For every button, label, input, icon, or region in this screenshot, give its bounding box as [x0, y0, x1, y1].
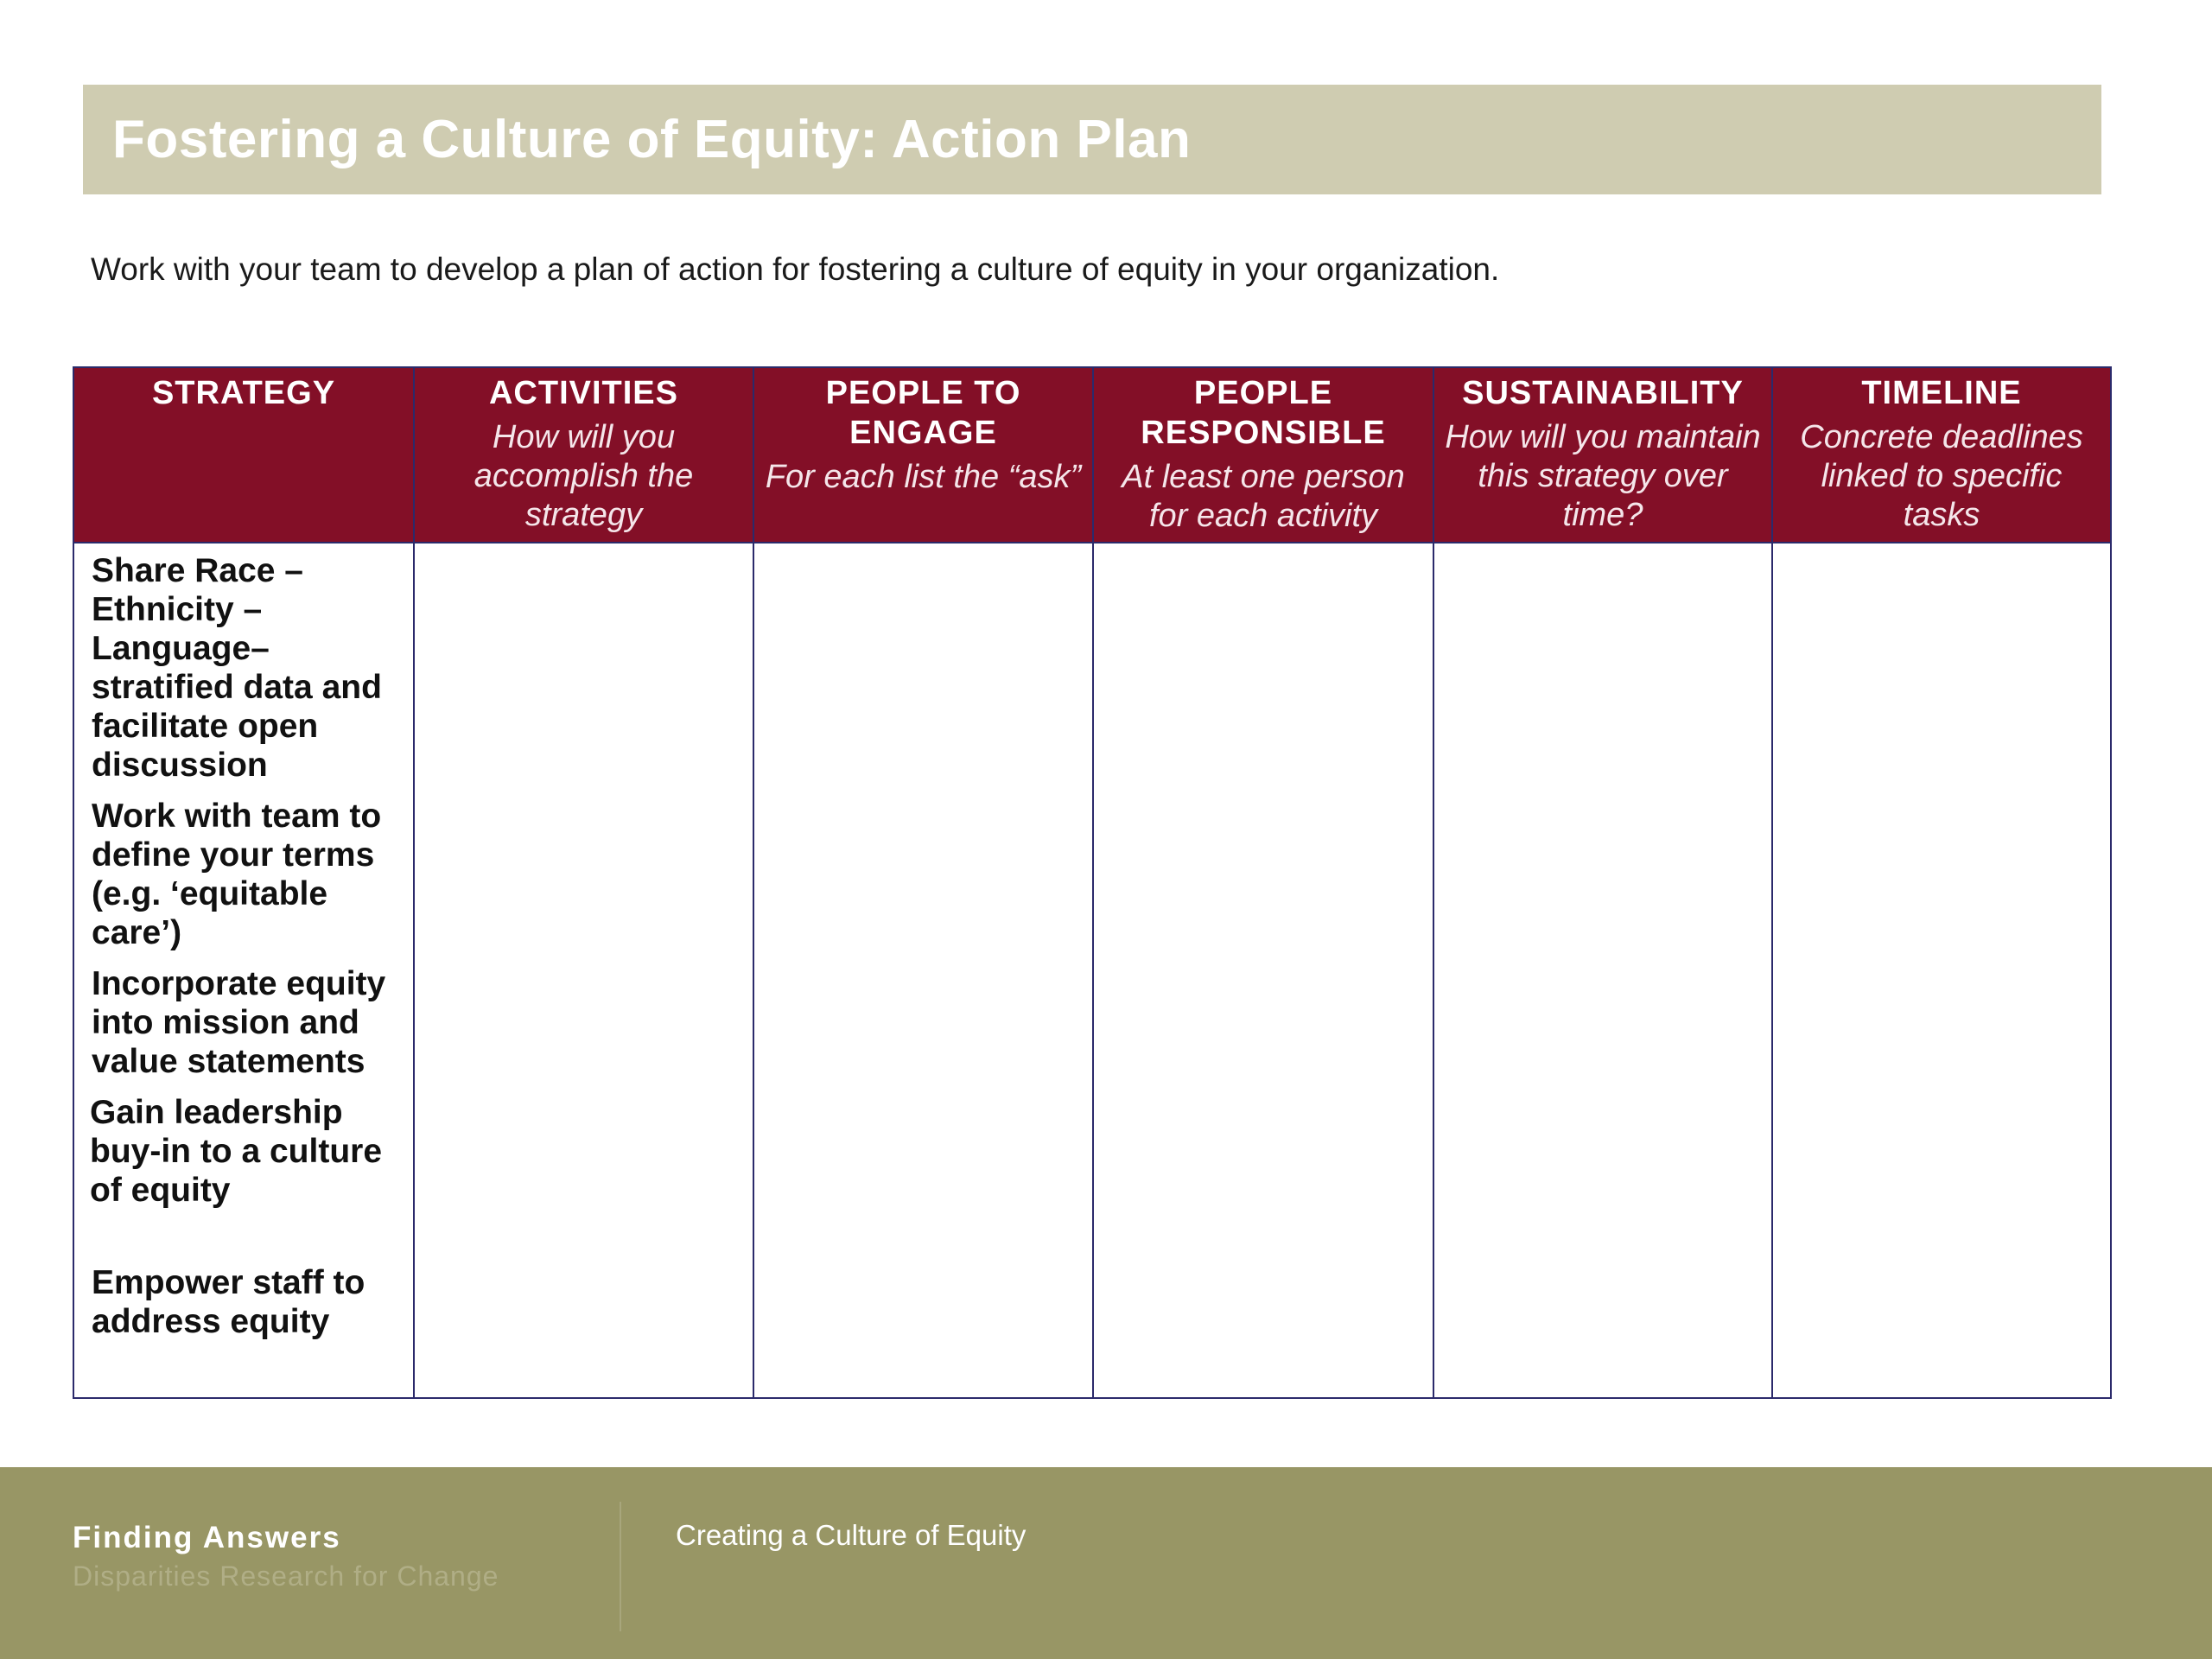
- column-header-timeline: [1772, 367, 2111, 543]
- column-header-activities: [414, 367, 753, 543]
- activities-cell[interactable]: [414, 543, 753, 1398]
- column-header-people-to-engage: [753, 367, 1093, 543]
- strategy-item: Share Race – Ethnicity – Language– stratified data and facilitate open discussion: [92, 552, 382, 784]
- column-title: ACTIVITIES: [488, 375, 679, 411]
- table-body-row: [73, 543, 2111, 1398]
- column-header-strategy: [73, 367, 414, 543]
- strategy-item: Empower staff to address equity: [92, 1264, 365, 1340]
- strategy-cell: [73, 543, 414, 1398]
- timeline-cell[interactable]: [1772, 543, 2111, 1398]
- strategy-list: [74, 543, 413, 1397]
- column-title: SUSTAINABILITY: [1462, 375, 1744, 411]
- column-subtitle: For each list the “ask”: [765, 459, 1082, 495]
- footer-logo-title: Finding Answers: [73, 1521, 341, 1554]
- strategy-item: Work with team to define your terms (e.g. ‘equitable care’): [92, 798, 382, 951]
- sustainability-cell[interactable]: [1433, 543, 1772, 1398]
- footer-bar: [0, 1467, 2212, 1659]
- strategy-item: Gain leadership buy-in to a culture of equity: [90, 1094, 383, 1209]
- footer-logo-tagline: Disparities Research for Change: [73, 1560, 499, 1592]
- people-to-engage-cell[interactable]: [753, 543, 1093, 1398]
- column-title: STRATEGY: [151, 375, 336, 411]
- intro-text: Work with your team to develop a plan of action for fostering a culture of equity in your organization.: [91, 251, 1500, 287]
- action-plan-table: [73, 366, 2112, 1399]
- column-subtitle: At least one person for each activity: [1122, 459, 1405, 534]
- footer-divider: [620, 1502, 621, 1631]
- column-subtitle: Concrete deadlines linked to specific tasks: [1800, 419, 2083, 533]
- column-title: PEOPLE RESPONSIBLE: [1141, 375, 1386, 451]
- people-responsible-cell[interactable]: [1093, 543, 1433, 1398]
- column-header-sustainability: [1433, 367, 1772, 543]
- column-subtitle: How will you maintain this strategy over time?: [1445, 419, 1761, 533]
- footer-caption: Creating a Culture of Equity: [676, 1519, 1027, 1551]
- table-header-row: [73, 367, 2111, 543]
- strategy-item: Incorporate equity into mission and value statements: [92, 965, 386, 1080]
- column-title: PEOPLE TO ENGAGE: [825, 375, 1021, 451]
- column-title: TIMELINE: [1861, 375, 2022, 411]
- page-title: Fostering a Culture of Equity: Action Plan: [112, 109, 1192, 169]
- column-header-people-responsible: [1093, 367, 1433, 543]
- column-subtitle: How will you accomplish the strategy: [474, 419, 694, 533]
- title-banner: [83, 85, 2101, 194]
